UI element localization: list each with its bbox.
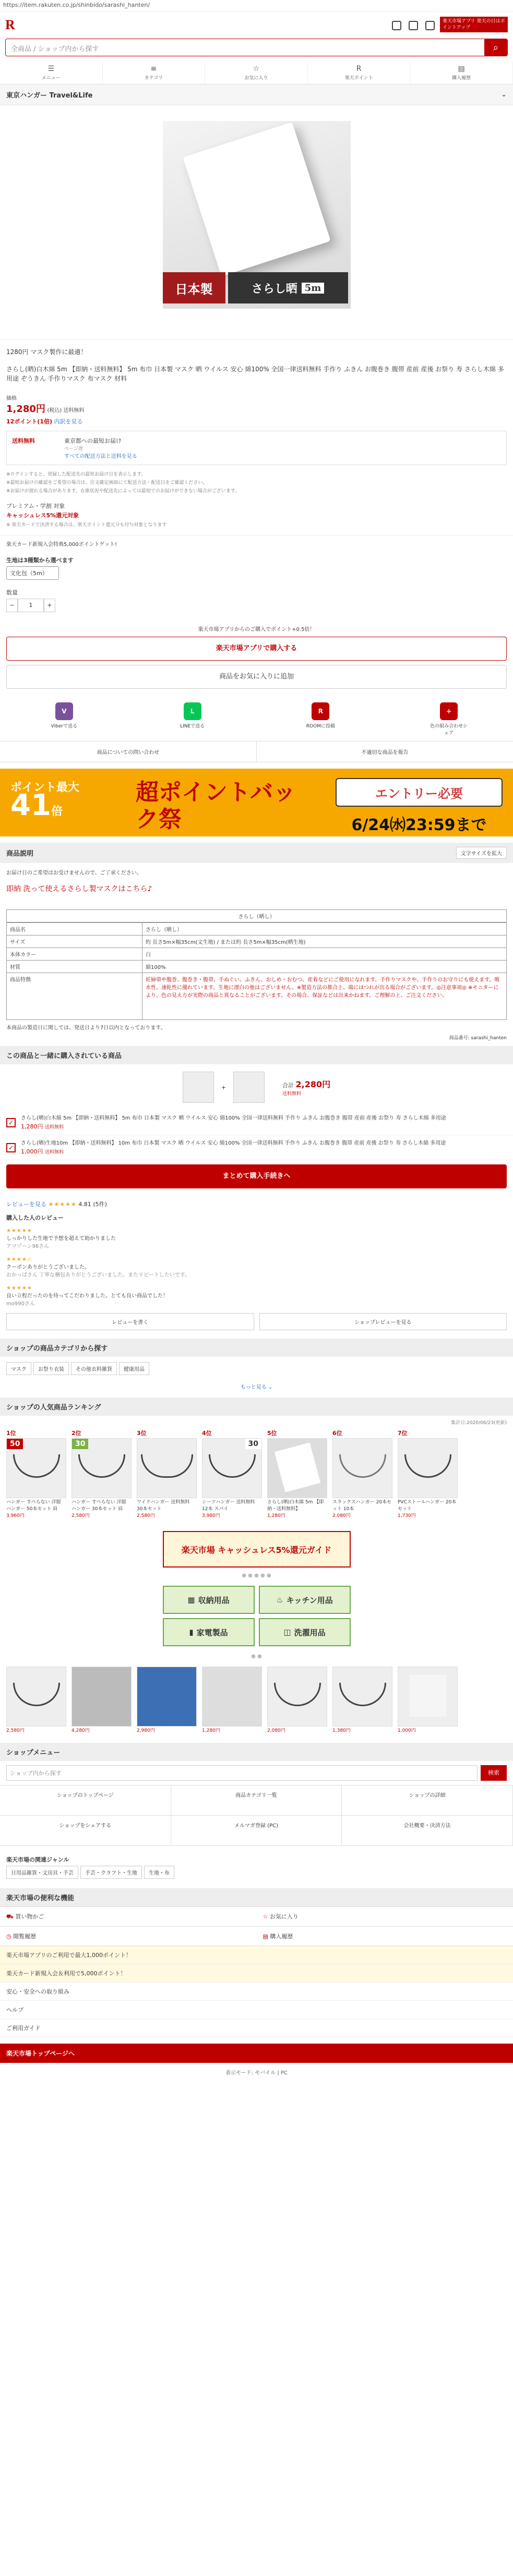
- share-viber[interactable]: V Viberで送る: [43, 702, 85, 736]
- price: 1,280円: [6, 404, 45, 415]
- recommend-item[interactable]: 4,280円: [71, 1667, 132, 1733]
- genre-area: 楽天市場の関連ジャンル 日用品雑貨・文房具・手芸 手芸・クラフト・生地 生地・布: [0, 1855, 513, 1879]
- favorite-button[interactable]: 商品をお気に入りに追加: [6, 665, 507, 689]
- laundry-icon: ◫: [283, 1627, 291, 1637]
- recommend-item[interactable]: 1,380円: [332, 1667, 392, 1733]
- premium-label: プレミアム・学割 対象: [6, 503, 65, 509]
- ranking-item[interactable]: 6位 スラックスハンガー 20本セット 10本 2,080円: [332, 1430, 392, 1518]
- category-grid: [163, 1586, 351, 1646]
- ranking-item[interactable]: 4位 30 シーツハンガー 送料無料 12本 スパイ 3,980円: [202, 1429, 262, 1518]
- appliance-icon: ▮: [189, 1627, 194, 1637]
- bundle-item[interactable]: ✓ さらし(晒)白木綿 5m 【即納・送料無料】 5m 布巾 日本製 マスク 晒 ウイルス 安心 綿100% 全国一律送料無料 手作り ふきん お腹巻き 腹帯 産前 産後 お祭り 寿 さらし木綿 多用途 1,280円 送料無料: [0, 1110, 513, 1135]
- product-info: [0, 347, 513, 426]
- cart-icon[interactable]: [392, 21, 401, 30]
- shop-top-link[interactable]: ショップのトップページ: [0, 1785, 171, 1816]
- check-icon[interactable]: ✓: [6, 1118, 16, 1127]
- points-icon: R: [356, 65, 362, 73]
- option-label: 生地は3種類から選べます: [6, 557, 74, 564]
- cashless-banner[interactable]: 楽天市場 キャッシュレス5%還元ガイド: [163, 1531, 351, 1568]
- bundle-header: この商品と一緒に購入されている商品: [0, 1046, 513, 1064]
- recommend-item[interactable]: 1,280円: [202, 1667, 262, 1733]
- search-icon[interactable]: ⌕: [484, 39, 507, 56]
- spec-title: さらし（晒し）: [6, 909, 507, 922]
- history-icon: ▤: [458, 65, 465, 73]
- app-note: 楽天市場アプリからのご購入でポイント+0.5倍！: [198, 627, 315, 633]
- promo-banner[interactable]: [0, 769, 513, 836]
- bundle-item[interactable]: ✓ さらし(晒)生地10m 【即納・送料無料】 10m 布巾 日本製 マスク 晒 ウイルス 安心 綿100% 全国一律送料無料 手作り ふきん お腹巻き 腹帯 産前 産後 お祭り 寿 さらし木綿 多用途 1,000円 送料無料: [0, 1135, 513, 1160]
- promo-right: [336, 778, 503, 835]
- storage-icon: ▦: [187, 1595, 195, 1605]
- write-review-button[interactable]: レビューを書く: [6, 1313, 254, 1330]
- recommend-item[interactable]: 1,000円: [398, 1667, 458, 1733]
- carousel-dots: ● ● ● ● ●: [242, 1573, 271, 1578]
- cashless-label[interactable]: キャッシュレス5%還元対象: [6, 512, 79, 519]
- room-icon: R: [312, 702, 329, 720]
- url-bar[interactable]: https://item.rakuten.co.jp/shinbido/sarashi_hanten/: [0, 0, 513, 11]
- bundle-checkout-button[interactable]: まとめて購入手続きへ: [6, 1164, 507, 1188]
- desc-tail: 本商品の製造日に関しては、発送日より7日以内となっております。: [6, 1025, 166, 1031]
- star-icon: ☆: [253, 65, 260, 73]
- recommend-item[interactable]: 2,580円: [6, 1667, 66, 1733]
- review-buttons: [0, 1313, 513, 1339]
- shop-share-link[interactable]: ショップをシェアする: [0, 1816, 171, 1846]
- display-mode[interactable]: 表示モード: モバイル | PC: [225, 2070, 288, 2076]
- mask-link[interactable]: 即納 洗って使えるさらし製マスクはこちら♪: [6, 885, 152, 893]
- useful-header: 楽天市場の便利な機能: [0, 1888, 513, 1906]
- nav-history[interactable]: ▤ 購入履歴: [410, 62, 513, 84]
- share-line[interactable]: L LINEで送る: [172, 702, 213, 736]
- category-laundry[interactable]: ◫ 洗濯用品: [259, 1618, 351, 1646]
- nav-menu[interactable]: ☰ メニュー: [0, 62, 103, 84]
- ranking-item[interactable]: 5位 さらし(晒)白木綿 5m 【即納・送料無料】 1,280円: [267, 1429, 327, 1518]
- line-icon: L: [184, 702, 201, 720]
- desc-body: [0, 863, 513, 894]
- bundle-thumb-1[interactable]: [183, 1072, 214, 1103]
- towel-image: [183, 122, 330, 276]
- quantity-area: [0, 588, 513, 612]
- share-room[interactable]: R ROOMに投稿: [300, 702, 341, 736]
- inquiry-button[interactable]: 商品についての問い合わせ: [0, 742, 257, 762]
- search-input[interactable]: 全商品 / ショップ内から探す: [11, 45, 99, 53]
- category-storage[interactable]: ▦ 収納用品: [163, 1586, 255, 1614]
- check-icon[interactable]: ✓: [6, 1143, 16, 1152]
- coupon-area: [0, 502, 513, 530]
- ranking-item[interactable]: 1位 50 ハンガー すべらない 洋服 ハンガー 50本セット 肩 3,960円: [6, 1429, 66, 1518]
- shop-category-header: ショップの商品カテゴリから探す: [0, 1339, 513, 1357]
- minus-button[interactable]: −: [6, 599, 18, 612]
- carousel-dots-2: ● ●: [251, 1654, 262, 1659]
- cashless-note: ※ 楽天カードで決済する場合は、楽天ポイント還元分も付与対象となります: [6, 523, 167, 528]
- shop-category-link[interactable]: 商品カテゴリ一覧: [171, 1785, 342, 1816]
- review-area: レビューを見る ★★★★★ 4.81 (5件) 購入した人のレビュー ★★★★★ しっかりした生地で予想を超えて助かりました アマゾーン96さん ★★★★☆ クーポンありがとうございました。 おかっぱさん 丁寧な梱包ありがとうございました。またリピートしたいです。 ★★★★★ 良い立程だったのを待ってこだわりました。とても良い商品でした！ mo990さん: [0, 1193, 513, 1308]
- ranking-period: 集計日:2020/06/23(更新): [451, 1420, 507, 1426]
- cart-link[interactable]: ⛟ 買い物かご: [0, 1907, 257, 1927]
- free-shipping-label: 送料無料: [12, 438, 35, 444]
- bottom-links: 楽天市場アプリのご利用で最大1,000ポイント！ 楽天カード新規入会＆利用で5,000ポイント！ 安心・安全への取り組み ヘルプ ご利用ガイド: [0, 1946, 513, 2037]
- favorite-link[interactable]: ☆ お気に入り: [257, 1907, 513, 1927]
- bundle-total: 2,280円: [295, 1079, 331, 1089]
- share-icon: +: [440, 702, 458, 720]
- notes: ※ログインすると、登録した配送先の最短お届け日を表示します。 ※最短お届けの確認をご希望の場合は、注文確定画面にて配送方法・配送日をご確認ください。 ※お届けが遅れる場合があります。在庫状況や配送先によっては最短でのお届けができない場合がございます。: [6, 472, 240, 494]
- product-image[interactable]: [163, 121, 351, 309]
- desc-header: 商品説明 文字サイズを拡大: [0, 843, 513, 863]
- entry-button[interactable]: エントリー必要: [336, 778, 503, 807]
- shop-menu-grid: [0, 1785, 513, 1846]
- rakuten-logo[interactable]: R: [5, 17, 15, 32]
- option-area: [0, 556, 513, 580]
- shop-mail-link[interactable]: メルマガ登録 (PC): [171, 1816, 342, 1846]
- shop-menu-header: ショップメニュー: [0, 1743, 513, 1761]
- purchase-link[interactable]: ▤ 購入履歴: [257, 1927, 513, 1946]
- app-banner[interactable]: 楽天市場アプリ 楽天の日はポイントアップ: [440, 17, 508, 32]
- share-row: [0, 693, 513, 741]
- font-size-button[interactable]: 文字サイズを拡大: [456, 847, 507, 859]
- desc-note: お届け日のご希望はお受けませんので、ご了承ください。: [6, 870, 142, 876]
- nav-favorite[interactable]: ☆ お気に入り: [205, 62, 308, 84]
- chevron-down-icon: ⌄: [501, 91, 507, 99]
- nav-points[interactable]: R 楽天ポイント: [308, 62, 411, 84]
- ranking-item[interactable]: 7位 PVCストールハンガー 20本セット 1,730円: [398, 1429, 458, 1518]
- recommend-item[interactable]: 2,080円: [267, 1667, 327, 1733]
- genre-header: 楽天市場の関連ジャンル: [6, 1856, 69, 1863]
- made-in-japan-badge: 日本製: [163, 272, 225, 303]
- product-title: さらし(晒)白木綿 5m 【即納・送料無料】 5m 布巾 日本製 マスク 晒 ウイルス 安心 綿100% 全国一律送料無料 手作り ふきん お腹巻き 腹帯 産前 産後 お祭り 寿 さらし木綿 多用途 ぞうきん 手作りマスク 布マスク 材料: [6, 366, 504, 382]
- recommend-list: [0, 1667, 513, 1733]
- shipping-box: [6, 431, 507, 465]
- promo-left: ポイント最大 41倍: [10, 781, 80, 822]
- option-select[interactable]: 文化包（5m）: [6, 566, 59, 580]
- nav-category[interactable]: ≡ カテゴリ: [103, 62, 206, 84]
- product-lead: 1280円 マスク製作に最適！: [6, 348, 87, 356]
- header-icons: [392, 21, 435, 30]
- bundle-thumb-2[interactable]: [233, 1072, 265, 1103]
- category-icon: ≡: [150, 65, 157, 73]
- header: [0, 11, 513, 39]
- category-appliance[interactable]: ▮ 家電製品: [163, 1618, 255, 1646]
- points: 12ポイント(1倍): [6, 418, 53, 425]
- quantity-label: 数量: [6, 589, 18, 596]
- image-indicator: [0, 319, 513, 340]
- shop-search: [6, 1765, 507, 1781]
- promo-title: 超ポイントバック祭: [136, 779, 296, 833]
- review-header: 購入した人のレビュー: [6, 1214, 64, 1221]
- quantity-input[interactable]: 1: [18, 599, 44, 612]
- more-link[interactable]: もっと見る ⌄: [240, 1384, 273, 1390]
- price-label: 価格: [6, 396, 17, 402]
- price-note: (税込) 送料無料: [47, 408, 85, 414]
- shop-review-button[interactable]: ショップレビューを見る: [259, 1313, 507, 1330]
- bell-icon[interactable]: [409, 21, 418, 30]
- app-purchase-button[interactable]: 楽天市場アプリで購入する: [6, 637, 507, 661]
- sarashi-badge: さらし晒 5m: [228, 272, 348, 303]
- inquiry-row: [0, 741, 513, 762]
- card-note[interactable]: 楽天カード新規入会特典5,000ポイントゲット!: [0, 535, 513, 548]
- share-color[interactable]: + 色の組み合わせシェア: [428, 702, 470, 736]
- user-icon[interactable]: [425, 21, 435, 30]
- delivery-to: 東京都への最短お届け: [64, 438, 122, 444]
- shop-search-button[interactable]: 検索: [481, 1765, 507, 1781]
- history-link[interactable]: ◷ 閲覧履歴: [0, 1927, 257, 1946]
- delivery-status: ページ遅: [64, 446, 83, 452]
- kitchen-icon: ♨: [276, 1595, 283, 1605]
- ranking-item[interactable]: 3位 ワイドハンガー 送料無料 30本セット 2,580円: [137, 1429, 197, 1518]
- category-kitchen[interactable]: ♨ キッチン用品: [259, 1586, 351, 1614]
- shop-detail-link[interactable]: ショップの詳細: [342, 1785, 513, 1816]
- viber-icon: V: [55, 702, 73, 720]
- shop-company-link[interactable]: 会社概要・決済方法: [342, 1816, 513, 1846]
- shop-name: 東京ハンガー Travel&Life: [6, 92, 93, 100]
- shipping-link[interactable]: すべての配送方法と送料を見る: [64, 454, 137, 459]
- search-bar: [5, 39, 508, 56]
- bundle-images: + 合計 2,280円 送料無料: [0, 1064, 513, 1110]
- item-number: 商品番号: sarashi_hanten: [449, 1036, 507, 1041]
- ranking-list: [0, 1429, 513, 1518]
- rakuten-top-link[interactable]: 楽天市場トップページへ: [0, 2044, 513, 2063]
- menu-icon: ☰: [47, 65, 55, 73]
- promo-date: 6/24㈬23:59まで: [351, 816, 487, 834]
- global-nav: [0, 62, 513, 84]
- ranking-item[interactable]: 2位 30 ハンガー すべらない 洋服 ハンガー 30本セット 肩 2,580円: [71, 1429, 132, 1518]
- points-link[interactable]: 内訳を見る: [54, 418, 83, 425]
- spec-table: 商品名 さらし（晒し） サイズ 約 長さ5m×幅35cm(文生地) / または約 長さ5m×幅35cm(晒生地) 本体カラー 白 材質 綿100% 商品特徴 妊婦帯や腹巻、腹巻き・腹帯、手ぬぐい、ふきん、おしめ・おむつ、産着などにご使用になれます。手作りマスクや、手作りのお守りにも使えます。吸水性、速乾性に優れています。生地に漂白の他はございません。※製造方法の都合上、端にほつれが出る場合がございます。◎注意事項◎ ※モニターにより、色の見え方が実際の商品と異なることがございます。その場合、保証などは出来かねます。ご理解の上、ご注文ください。: [6, 922, 507, 1020]
- recommend-item[interactable]: 2,980円: [137, 1667, 197, 1733]
- shop-search-input[interactable]: ショップ内から探す: [6, 1765, 478, 1781]
- review-link[interactable]: レビューを見る: [6, 1201, 46, 1208]
- report-button[interactable]: 不適切な商品を報告: [361, 750, 409, 756]
- shop-header[interactable]: [0, 84, 513, 105]
- shop-category-tags: マスク お祭り衣装 その他衣料雑貨 健康用品: [0, 1357, 513, 1375]
- useful-grid: [0, 1906, 513, 1946]
- ranking-header: ショップの人気商品ランキング: [0, 1398, 513, 1416]
- plus-button[interactable]: +: [44, 599, 55, 612]
